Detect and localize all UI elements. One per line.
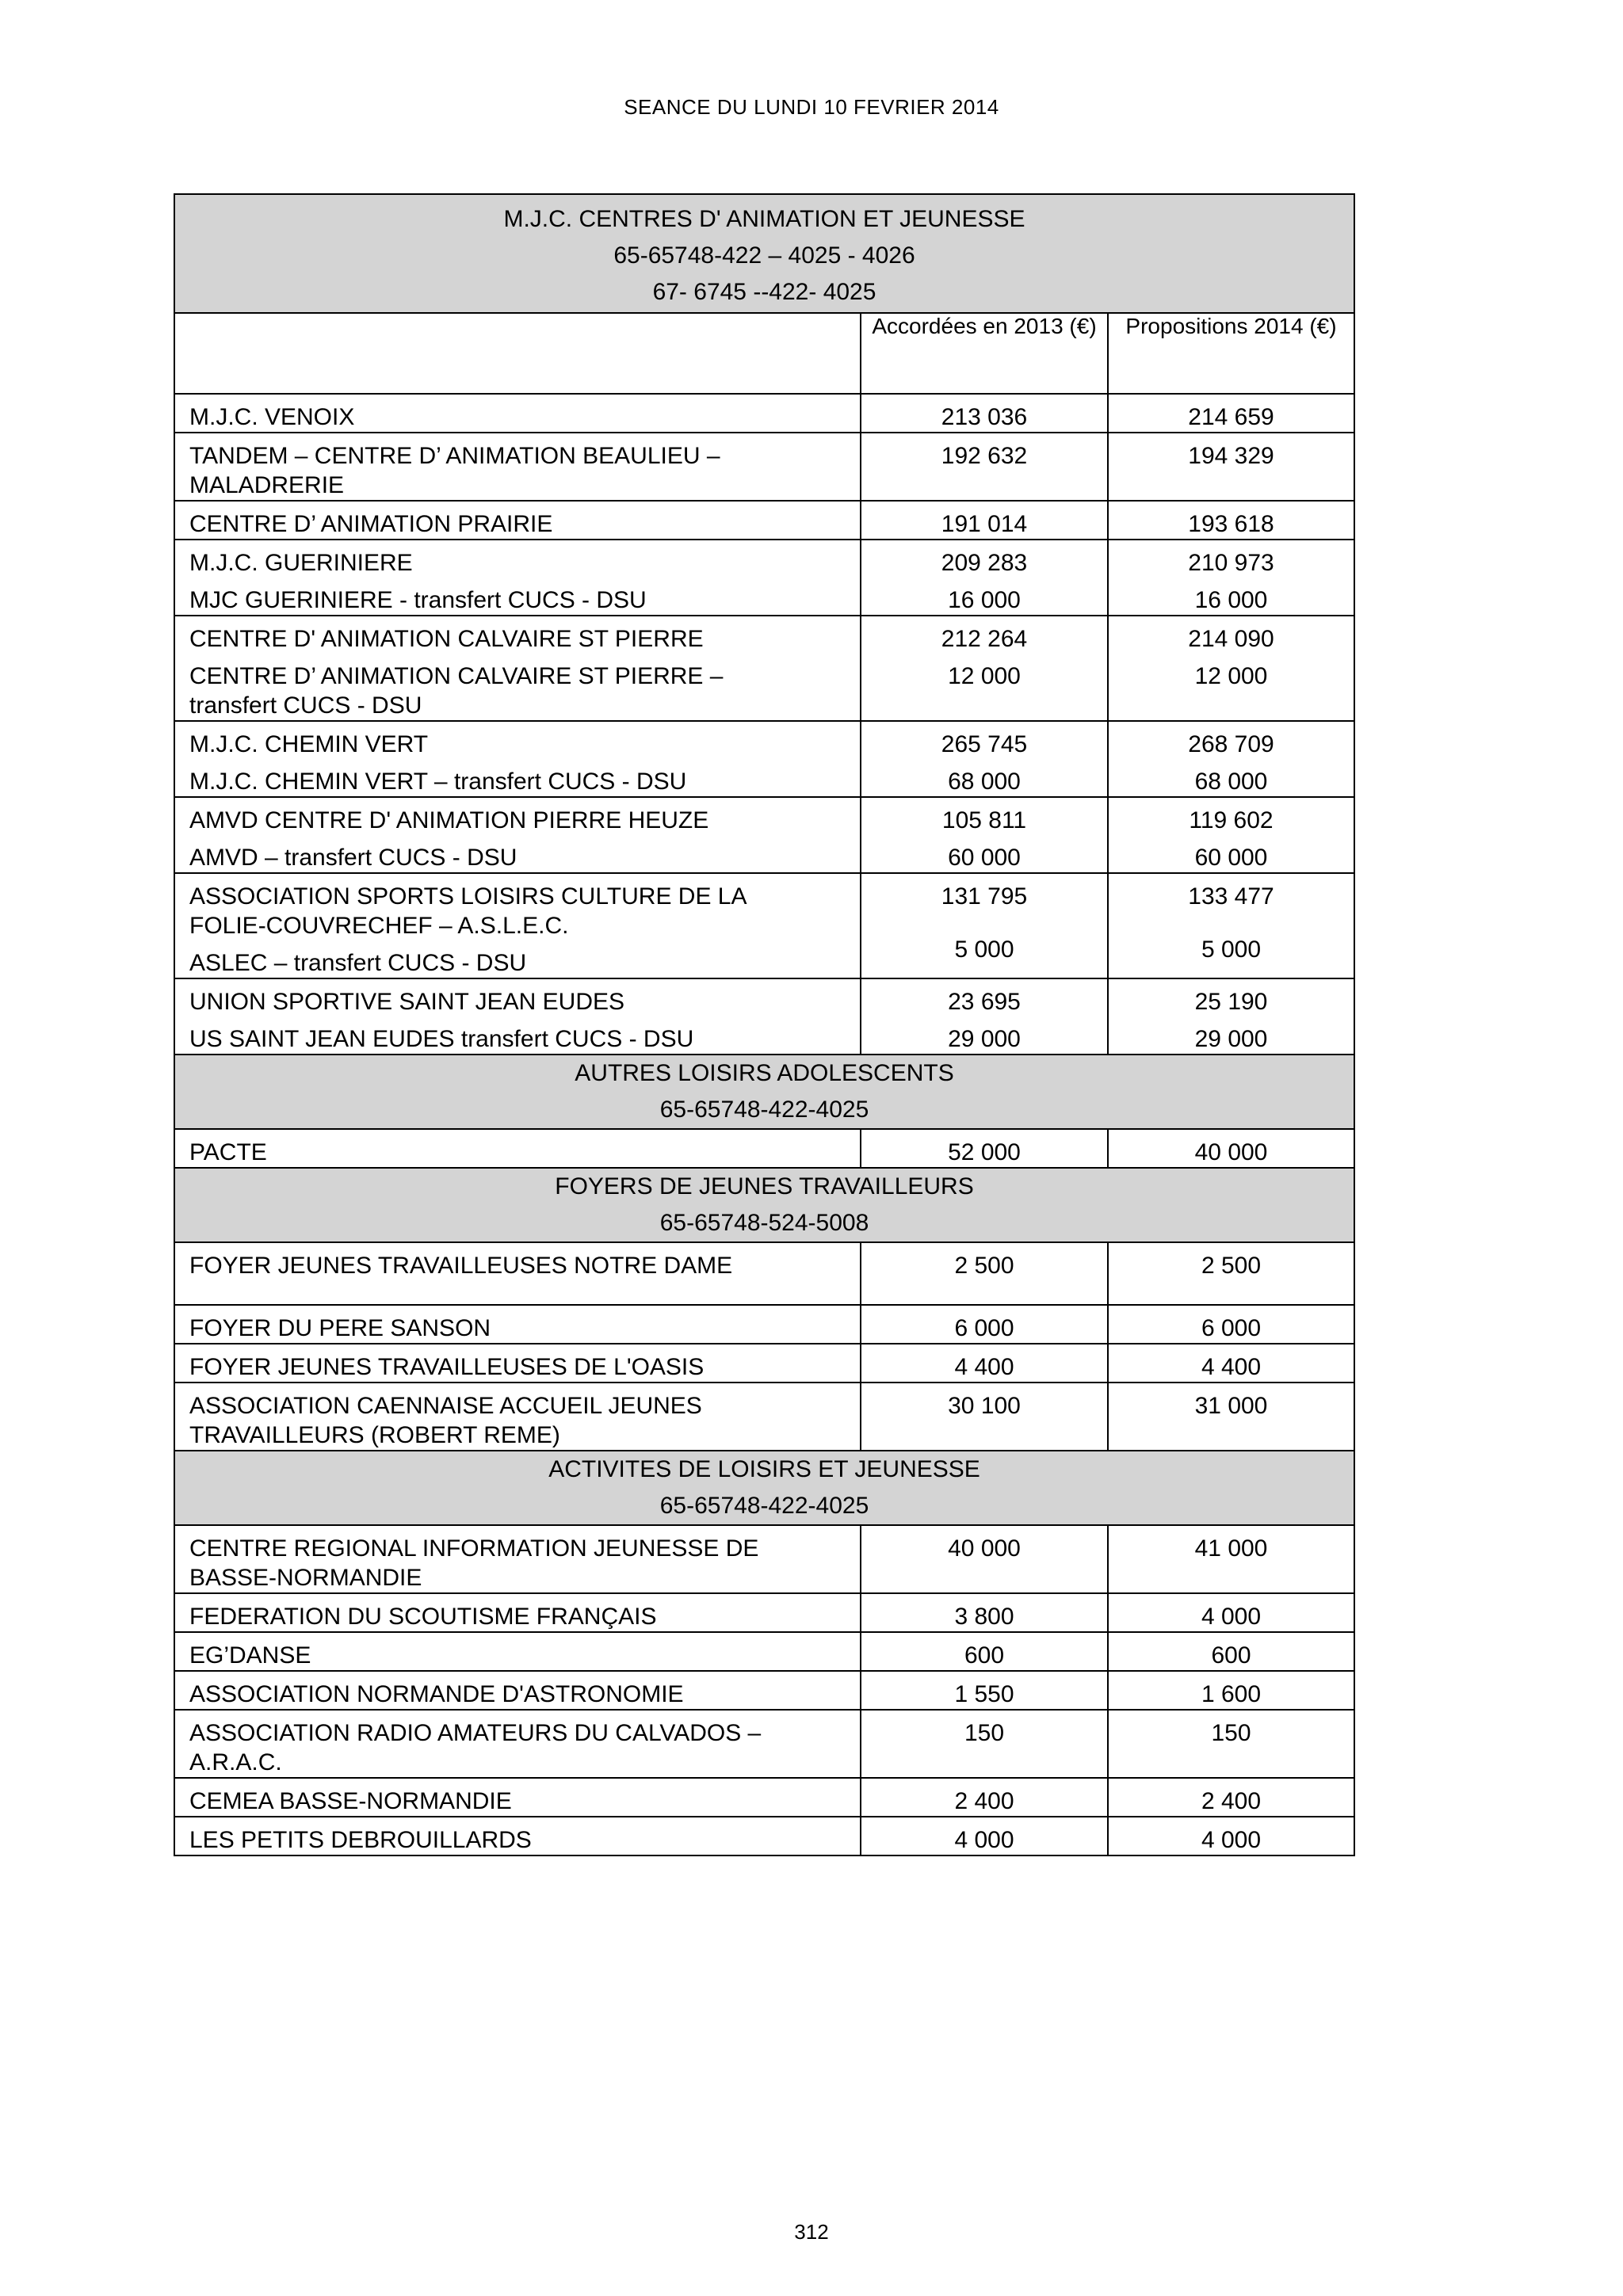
- amount-2013-cell: [861, 1344, 1108, 1383]
- organisation-cell: [174, 1817, 861, 1855]
- amount-2013-cell: [861, 1129, 1108, 1168]
- organisation-name: FOYER JEUNES TRAVAILLEUSES DE L'OASIS: [189, 1354, 705, 1380]
- organisation-name: MJC GUERINIERE - transfert CUCS - DSU: [189, 587, 647, 613]
- organisation-name: [175, 1526, 860, 1592]
- amount-2013: 212 264: [941, 626, 1028, 652]
- organisation-name-line: FOLIE-COUVRECHEF – A.S.L.E.C.: [189, 913, 569, 939]
- amount-2014-cell: [1108, 1632, 1354, 1671]
- table-row: [174, 1778, 1354, 1817]
- page-header: SEANCE DU LUNDI 10 FEVRIER 2014: [624, 95, 999, 119]
- organisation-name: CEMEA BASSE-NORMANDIE: [189, 1788, 512, 1814]
- amount-2014-cell: [1108, 394, 1354, 433]
- column-header-empty: [174, 313, 861, 394]
- organisation-name: CENTRE D' ANIMATION CALVAIRE ST PIERRE: [189, 626, 704, 652]
- amount-2014: 68 000: [1194, 769, 1268, 795]
- amount-2014-cell: [1108, 1710, 1354, 1778]
- amount-2013: 16 000: [948, 587, 1021, 613]
- amount-2013-cell: [861, 1242, 1108, 1305]
- organisation-name: [175, 1383, 860, 1450]
- table-row: [174, 433, 1354, 501]
- organisation-name: FOYER JEUNES TRAVAILLEUSES NOTRE DAME: [189, 1253, 733, 1279]
- organisation-name: M.J.C. CHEMIN VERT: [189, 731, 429, 757]
- organisation-cell: [174, 394, 861, 433]
- section-header: [174, 1055, 1354, 1129]
- organisation-name: [175, 654, 860, 720]
- organisation-cell: [174, 1129, 861, 1168]
- column-header-row: [174, 313, 1354, 394]
- amount-2014-cell: [1108, 1671, 1354, 1710]
- section-header: [174, 1168, 1354, 1242]
- amount-2014-cell: [1108, 978, 1354, 1055]
- amount-2013: 600: [964, 1642, 1005, 1669]
- table-row: [174, 1817, 1354, 1855]
- column-header-2014: Propositions 2014 (€): [1108, 313, 1354, 394]
- organisation-name-line: ASSOCIATION SPORTS LOISIRS CULTURE DE LA: [189, 883, 747, 910]
- spacer: [1109, 911, 1354, 927]
- amount-2013-cell: [861, 394, 1108, 433]
- amount-2014-cell: [1108, 1383, 1354, 1451]
- organisation-name-line: ASSOCIATION CAENNAISE ACCUEIL JEUNES: [189, 1393, 702, 1419]
- organisation-cell: [174, 1593, 861, 1632]
- organisation-name-line: A.R.A.C.: [189, 1749, 282, 1775]
- section-title: [174, 1451, 1354, 1525]
- table-row: [174, 1242, 1354, 1305]
- amount-2014: 60 000: [1194, 845, 1268, 871]
- table-row: [174, 616, 1354, 721]
- amount-2014: 4 400: [1201, 1354, 1262, 1380]
- organisation-cell: [174, 1305, 861, 1344]
- amount-2013-cell: [861, 1710, 1108, 1778]
- amount-2014-cell: [1108, 540, 1354, 616]
- amount-2014: 2 500: [1201, 1253, 1262, 1279]
- amount-2014: 16 000: [1194, 587, 1268, 613]
- organisation-cell: [174, 1383, 861, 1451]
- section-title: [174, 1055, 1354, 1129]
- amount-2014-cell: [1108, 797, 1354, 873]
- amount-2014: 193 618: [1188, 511, 1274, 537]
- table-row: [174, 1305, 1354, 1344]
- amount-2014: 214 659: [1188, 404, 1274, 430]
- organisation-name-line: BASSE-NORMANDIE: [189, 1565, 422, 1591]
- organisation-name: M.J.C. CHEMIN VERT – transfert CUCS - DSU: [189, 769, 687, 795]
- organisation-cell: [174, 1242, 861, 1305]
- amount-2014: 268 709: [1188, 731, 1274, 757]
- amount-2013: 23 695: [948, 989, 1021, 1015]
- amount-2014: 29 000: [1194, 1026, 1268, 1052]
- amount-2013: 105 811: [941, 807, 1027, 833]
- amount-2014: 40 000: [1194, 1139, 1268, 1165]
- organisation-name: [175, 874, 860, 940]
- organisation-cell: [174, 1710, 861, 1778]
- table-row: [174, 873, 1354, 978]
- table-row: [174, 1129, 1354, 1168]
- section-title: [174, 194, 1354, 313]
- amount-2013-cell: [861, 1778, 1108, 1817]
- amount-2014-cell: [1108, 1129, 1354, 1168]
- organisation-name-line: transfert CUCS - DSU: [189, 692, 422, 719]
- amount-2013: 265 745: [941, 731, 1028, 757]
- section-title-line: 65-65748-422-4025: [659, 1493, 869, 1519]
- organisation-cell: [174, 1632, 861, 1671]
- amount-2014: 600: [1211, 1642, 1251, 1669]
- amount-2014: 4 000: [1201, 1604, 1262, 1630]
- amount-2014: 150: [1211, 1720, 1251, 1746]
- amount-2014-cell: [1108, 433, 1354, 501]
- subsidy-table: [174, 193, 1355, 1856]
- amount-2013: 1 550: [954, 1681, 1014, 1707]
- table-row: [174, 501, 1354, 540]
- section-title: [174, 1168, 1354, 1242]
- organisation-name-line: ASSOCIATION RADIO AMATEURS DU CALVADOS –: [189, 1720, 762, 1746]
- amount-2013: 191 014: [941, 511, 1028, 537]
- amount-2014-cell: [1108, 873, 1354, 978]
- organisation-name: EG’DANSE: [189, 1642, 311, 1669]
- organisation-cell: [174, 616, 861, 721]
- organisation-cell: [174, 873, 861, 978]
- organisation-name: M.J.C. GUERINIERE: [189, 550, 413, 576]
- organisation-cell: [174, 1344, 861, 1383]
- amount-2013-cell: [861, 1817, 1108, 1855]
- amount-2013-cell: [861, 1383, 1108, 1451]
- amount-2013: 4 000: [954, 1827, 1014, 1853]
- organisation-name-line: TANDEM – CENTRE D’ ANIMATION BEAULIEU –: [189, 443, 720, 469]
- amount-2013: 2 500: [954, 1253, 1014, 1279]
- organisation-name: PACTE: [189, 1139, 267, 1165]
- amount-2013-cell: [861, 540, 1108, 616]
- amount-2014-cell: [1108, 1778, 1354, 1817]
- organisation-name: ASLEC – transfert CUCS - DSU: [189, 950, 527, 976]
- organisation-name-line: TRAVAILLEURS (ROBERT REME): [189, 1422, 560, 1448]
- section-header: [174, 1451, 1354, 1525]
- column-header-2013: Accordées en 2013 (€): [861, 313, 1108, 394]
- table-row: [174, 1344, 1354, 1383]
- section-title-line: 67- 6745 --422- 4025: [652, 279, 876, 305]
- amount-2014: 214 090: [1188, 626, 1274, 652]
- amount-2013: 213 036: [941, 404, 1028, 430]
- amount-2014: 12 000: [1194, 663, 1268, 689]
- amount-2014-cell: [1108, 1344, 1354, 1383]
- amount-2013: 5 000: [954, 936, 1014, 963]
- amount-2013: 150: [964, 1720, 1005, 1746]
- table-row: [174, 1593, 1354, 1632]
- amount-2014: 2 400: [1201, 1788, 1262, 1814]
- section-title-line: ACTIVITES DE LOISIRS ET JEUNESSE: [548, 1456, 980, 1482]
- table-row: [174, 1525, 1354, 1593]
- amount-2013: 40 000: [948, 1535, 1021, 1562]
- organisation-name: [175, 433, 860, 500]
- section-title-line: 65-65748-422 – 4025 - 4026: [613, 242, 915, 269]
- table-row: [174, 540, 1354, 616]
- amount-2013-cell: [861, 616, 1108, 721]
- amount-2013: 68 000: [948, 769, 1021, 795]
- amount-2013-cell: [861, 433, 1108, 501]
- amount-2014: 194 329: [1188, 443, 1274, 469]
- organisation-cell: [174, 797, 861, 873]
- table-row: [174, 1383, 1354, 1451]
- amount-2013: 131 795: [941, 883, 1028, 910]
- table-row: [174, 1632, 1354, 1671]
- organisation-name: ASSOCIATION NORMANDE D'ASTRONOMIE: [189, 1681, 684, 1707]
- table-row: [174, 1710, 1354, 1778]
- section-title-line: M.J.C. CENTRES D' ANIMATION ET JEUNESSE: [503, 206, 1025, 232]
- table-row: [174, 797, 1354, 873]
- organisation-name: AMVD – transfert CUCS - DSU: [189, 845, 517, 871]
- table-row: [174, 1671, 1354, 1710]
- amount-2013: 52 000: [948, 1139, 1021, 1165]
- organisation-cell: [174, 1525, 861, 1593]
- amount-2013: 30 100: [948, 1393, 1021, 1419]
- amount-2014: 119 602: [1189, 807, 1274, 833]
- amount-2013-cell: [861, 501, 1108, 540]
- section-header: [174, 194, 1354, 313]
- organisation-cell: [174, 1778, 861, 1817]
- amount-2014: 1 600: [1201, 1681, 1262, 1707]
- organisation-name: FOYER DU PERE SANSON: [189, 1315, 491, 1341]
- amount-2014-cell: [1108, 1242, 1354, 1305]
- organisation-name: M.J.C. VENOIX: [189, 404, 355, 430]
- amount-2013-cell: [861, 873, 1108, 978]
- organisation-name: US SAINT JEAN EUDES transfert CUCS - DSU: [189, 1026, 694, 1052]
- amount-2013: 3 800: [954, 1604, 1014, 1630]
- amount-2013: 209 283: [941, 550, 1028, 576]
- organisation-cell: [174, 1671, 861, 1710]
- section-title-line: AUTRES LOISIRS ADOLESCENTS: [575, 1060, 954, 1086]
- organisation-cell: [174, 540, 861, 616]
- page-number: 312: [794, 2220, 829, 2244]
- table-row: [174, 394, 1354, 433]
- amount-2013-cell: [861, 1525, 1108, 1593]
- subsidy-table-body: [174, 194, 1354, 1855]
- organisation-name: FEDERATION DU SCOUTISME FRANÇAIS: [189, 1604, 657, 1630]
- organisation-name: [175, 1711, 860, 1777]
- amount-2013-cell: [861, 797, 1108, 873]
- organisation-name: LES PETITS DEBROUILLARDS: [189, 1827, 532, 1853]
- amount-2014-cell: [1108, 1305, 1354, 1344]
- section-title-line: 65-65748-524-5008: [659, 1210, 869, 1236]
- amount-2013: 192 632: [941, 443, 1028, 469]
- amount-2013-cell: [861, 1671, 1108, 1710]
- organisation-name-line: CENTRE REGIONAL INFORMATION JEUNESSE DE: [189, 1535, 759, 1562]
- amount-2014: 31 000: [1194, 1393, 1268, 1419]
- amount-2013: 6 000: [954, 1315, 1014, 1341]
- section-title-line: 65-65748-422-4025: [659, 1097, 869, 1123]
- organisation-cell: [174, 721, 861, 797]
- amount-2013: 60 000: [948, 845, 1021, 871]
- organisation-name: UNION SPORTIVE SAINT JEAN EUDES: [189, 989, 625, 1015]
- amount-2013-cell: [861, 978, 1108, 1055]
- amount-2013: 29 000: [948, 1026, 1021, 1052]
- amount-2014: 6 000: [1201, 1315, 1262, 1341]
- organisation-name-line: CENTRE D’ ANIMATION CALVAIRE ST PIERRE –: [189, 663, 724, 689]
- section-title-line: FOYERS DE JEUNES TRAVAILLEURS: [555, 1173, 974, 1199]
- amount-2013-cell: [861, 1593, 1108, 1632]
- organisation-name: CENTRE D’ ANIMATION PRAIRIE: [189, 511, 553, 537]
- amount-2014-cell: [1108, 616, 1354, 721]
- amount-2013: 12 000: [948, 663, 1021, 689]
- organisation-name-line: MALADRERIE: [189, 472, 345, 498]
- amount-2013: 4 400: [954, 1354, 1014, 1380]
- amount-2013-cell: [861, 721, 1108, 797]
- amount-2014: 5 000: [1201, 936, 1262, 963]
- amount-2014: 133 477: [1188, 883, 1274, 910]
- organisation-cell: [174, 501, 861, 540]
- organisation-name: AMVD CENTRE D' ANIMATION PIERRE HEUZE: [189, 807, 709, 833]
- amount-2014-cell: [1108, 1593, 1354, 1632]
- amount-2014: 25 190: [1194, 989, 1268, 1015]
- amount-2014-cell: [1108, 501, 1354, 540]
- table-row: [174, 721, 1354, 797]
- amount-2014: 4 000: [1201, 1827, 1262, 1853]
- spacer: [861, 911, 1107, 927]
- amount-2014-cell: [1108, 1817, 1354, 1855]
- amount-2014: 41 000: [1194, 1535, 1268, 1562]
- amount-2013-cell: [861, 1632, 1108, 1671]
- amount-2013: 2 400: [954, 1788, 1014, 1814]
- organisation-cell: [174, 433, 861, 501]
- amount-2014-cell: [1108, 1525, 1354, 1593]
- table-row: [174, 978, 1354, 1055]
- amount-2014: 210 973: [1188, 550, 1274, 576]
- amount-2014-cell: [1108, 721, 1354, 797]
- amount-2013-cell: [861, 1305, 1108, 1344]
- organisation-cell: [174, 978, 861, 1055]
